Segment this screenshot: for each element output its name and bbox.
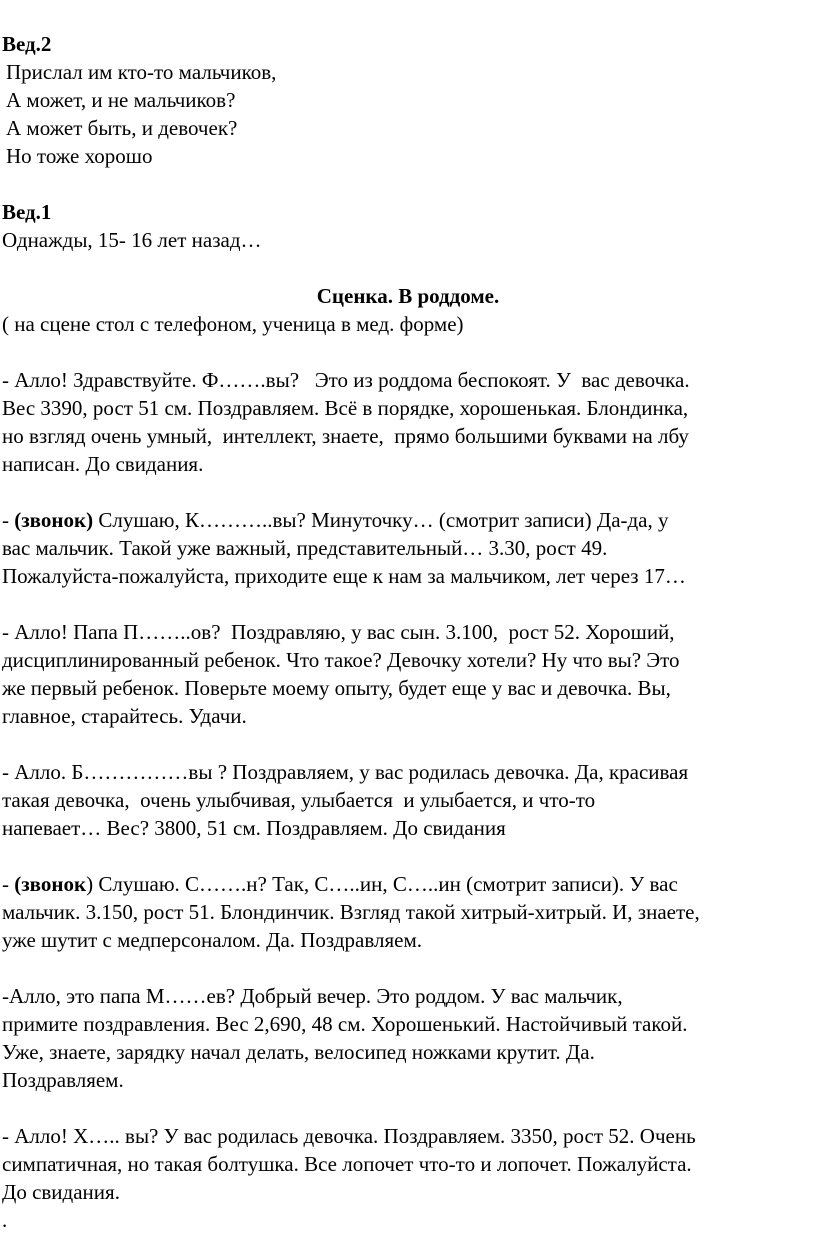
narration-line: Однажды, 15- 16 лет назад…: [2, 228, 262, 252]
call-line: но взгляд очень умный, интеллект, знаете, прямо большими буквами на лбу: [2, 424, 689, 448]
call-line: Поздравляем.: [2, 1068, 124, 1092]
call-line: напевает… Вес? 3800, 51 см. Поздравляем. До свидания: [2, 816, 506, 840]
call-line: Пожалуйста-пожалуйста, приходите еще к нам за мальчиком, лет через 17…: [2, 564, 686, 588]
scene-title: Сценка. В роддоме.: [316, 284, 500, 308]
spacer: [2, 842, 814, 870]
call-line: вас мальчик. Такой уже важный, представительный… 3.30, рост 49.: [2, 536, 608, 560]
speaker-ved2: Вед.2: [2, 32, 52, 56]
call-line: - Алло! Здравствуйте. Ф…….вы? Это из роддома беспокоят. У вас девочка.: [2, 368, 690, 392]
spacer: [2, 590, 814, 618]
spacer: [2, 170, 814, 198]
spacer: [2, 730, 814, 758]
trailing-mark: .: [2, 1208, 8, 1232]
poem-line: Прислал им кто-то мальчиков,: [6, 60, 277, 84]
document-page: [2, 30, 814, 1234]
call-text: ) Слушаю. С…….н? Так, С…..ин, С…..ин (смотрит записи). У вас: [86, 872, 678, 896]
spacer: [2, 478, 814, 506]
stage-direction: ( на сцене стол с телефоном, ученица в мед. форме): [2, 312, 464, 336]
call-line: симпатичная, но такая болтушка. Все лопочет что-то и лопочет. Пожалуйста.: [2, 1152, 692, 1176]
call-line: Уже, знаете, зарядку начал делать, велосипед ножками крутит. Да.: [2, 1040, 595, 1064]
call-line: До свидания.: [2, 1180, 120, 1204]
call-line: же первый ребенок. Поверьте моему опыту, будет еще у вас и девочка. Вы,: [2, 676, 671, 700]
call-line: примите поздравления. Вес 2,690, 48 см. Хорошенький. Настойчивый такой.: [2, 1012, 688, 1036]
call-line: [2, 506, 814, 534]
spacer: [2, 338, 814, 366]
spacer: [2, 954, 814, 982]
stage-cue: (звонок): [14, 508, 94, 532]
call-line: -Алло, это папа М……ев? Добрый вечер. Это роддом. У вас мальчик,: [2, 984, 623, 1008]
call-text: Слушаю, К………..вы? Минуточку… (смотрит записи) Да-да, у: [93, 508, 669, 532]
stage-cue: (звонок: [14, 872, 87, 896]
call-line: написан. До свидания.: [2, 452, 204, 476]
spacer: [2, 254, 814, 282]
poem-line: А может быть, и девочек?: [6, 116, 238, 140]
call-line: - Алло! Х….. вы? У вас родилась девочка. Поздравляем. 3350, рост 52. Очень: [2, 1124, 696, 1148]
call-line: Вес 3390, рост 51 см. Поздравляем. Всё в порядке, хорошенькая. Блондинка,: [2, 396, 689, 420]
speaker-ved1: Вед.1: [2, 200, 52, 224]
call-line: дисциплинированный ребенок. Что такое? Девочку хотели? Ну что вы? Это: [2, 648, 680, 672]
call-line: главное, старайтесь. Удачи.: [2, 704, 247, 728]
spacer: [2, 1094, 814, 1122]
poem-line: А может, и не мальчиков?: [6, 88, 236, 112]
poem-line: Но тоже хорошо: [6, 144, 153, 168]
call-line: такая девочка, очень улыбчивая, улыбается и улыбается, и что-то: [2, 788, 596, 812]
call-line: - Алло! Папа П……..ов? Поздравляю, у вас сын. 3.100, рост 52. Хороший,: [2, 620, 675, 644]
call-line: - Алло. Б……………вы ? Поздравляем, у вас родилась девочка. Да, красивая: [2, 760, 689, 784]
call-prefix: -: [2, 508, 15, 532]
call-prefix: -: [2, 872, 15, 896]
call-line: мальчик. 3.150, рост 51. Блондинчик. Взгляд такой хитрый-хитрый. И, знаете,: [2, 900, 700, 924]
call-line: [2, 870, 814, 898]
call-line: уже шутит с медперсоналом. Да. Поздравляем.: [2, 928, 422, 952]
